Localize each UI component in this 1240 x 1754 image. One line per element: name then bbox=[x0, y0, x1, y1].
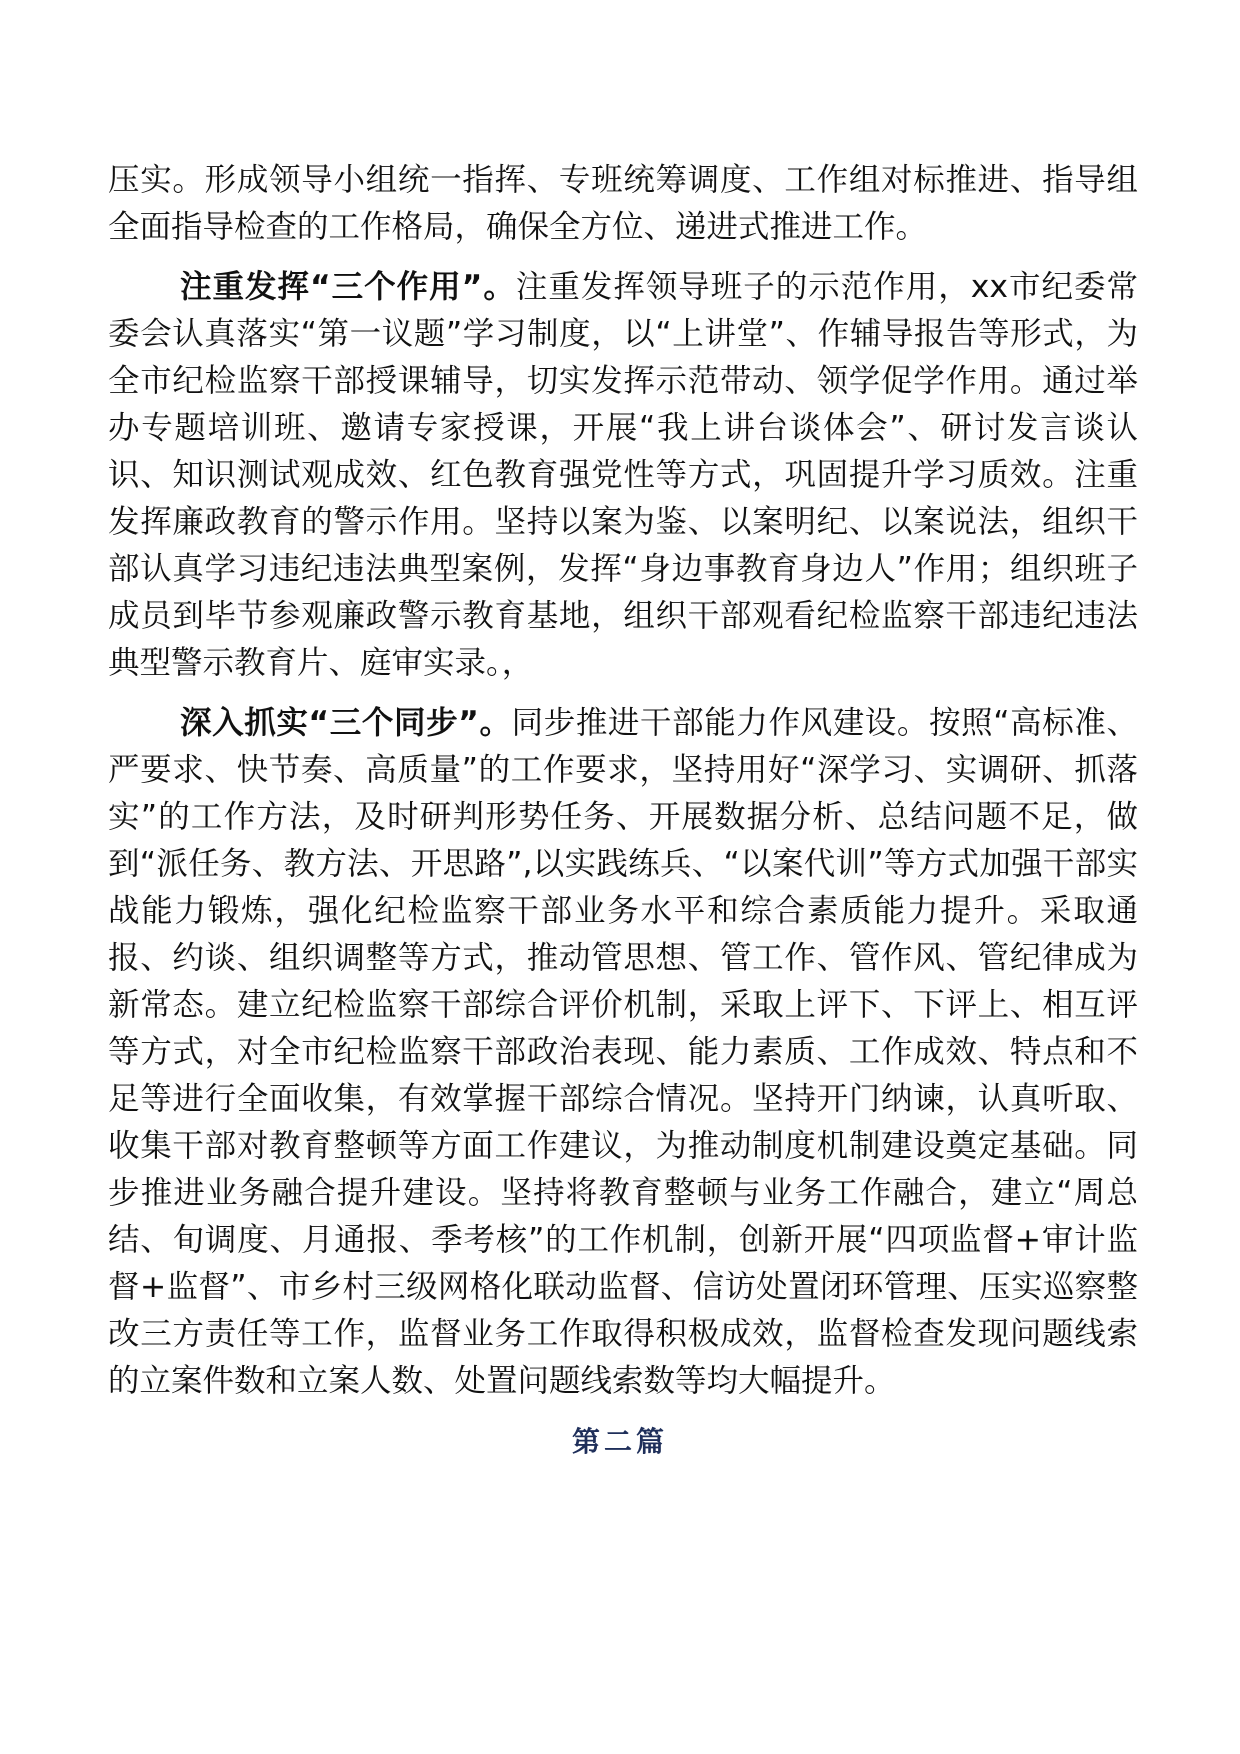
paragraph-lead-heading: 深入抓实“三个同步”。 bbox=[180, 705, 512, 741]
paragraph-body: 注重发挥领导班子的示范作用，xx市纪委常委会认真落实“第一议题”学习制度，以“上讲堂”、作辅导报告等形式，为全市纪检监察干部授课辅导，切实发挥示范带动、领学促学作用。通过举办专题培训班、邀请专家授课，开展“我上讲台谈体会”、研讨发言谈认识、知识测试观成效、红色教育强党性等方式，巩固提升学习质效。注重发挥廉政教育的警示作用。坚持以案为鉴、以案明纪、以案说法，组织干部认真学习违纪违法典型案例，发挥“身边事教育身边人”作用；组织班子成员到毕节参观廉政警示教育基地，组织干部观看纪检监察干部违纪违法典型警示教育片、庭审实录。， bbox=[108, 269, 1139, 681]
paragraph-lead-heading: 注重发挥“三个作用”。 bbox=[180, 269, 516, 305]
paragraph-three-roles bbox=[108, 264, 1138, 687]
section-heading: 第二篇 bbox=[571, 1425, 668, 1458]
paragraph-body: 压实。形成领导小组统一指挥、专班统筹调度、工作组对标推进、指导组全面指导检查的工作格局，确保全方位、递进式推进工作。 bbox=[108, 162, 1138, 245]
paragraph-three-syncs bbox=[108, 700, 1138, 1405]
paragraph-continuation bbox=[108, 157, 1138, 251]
paragraph-body: 同步推进干部能力作风建设。按照“高标准、严要求、快节奏、高质量”的工作要求，坚持用好“深学习、实调研、抓落实”的工作方法，及时研判形势任务、开展数据分析、总结问题不足，做到“派任务、教方法、开思路”,以实践练兵、“以案代训”等方式加强干部实战能力锻炼，强化纪检监察干部业务水平和综合素质能力提升。采取通报、约谈、组织调整等方式，推动管思想、管工作、管作风、管纪律成为新常态。建立纪检监察干部综合评价机制，采取上评下、下评上、相互评等方式，对全市纪检监察干部政治表现、能力素质、工作成效、特点和不足等进行全面收集，有效掌握干部综合情况。坚持开门纳谏，认真听取、收集干部对教育整顿等方面工作建议，为推动制度机制建设奠定基础。同步推进业务融合提升建设。坚持将教育整顿与业务工作融合，建立“周总结、旬调度、月通报、季考核”的工作机制，创新开展“四项监督+审计监督+监督”、市乡村三级网格化联动监督、信访处置闭环管理、压实巡察整改三方责任等工作，监督业务工作取得积极成效，监督检查发现问题线索的立案件数和立案人数、处置问题线索数等均大幅提升。 bbox=[108, 705, 1138, 1399]
